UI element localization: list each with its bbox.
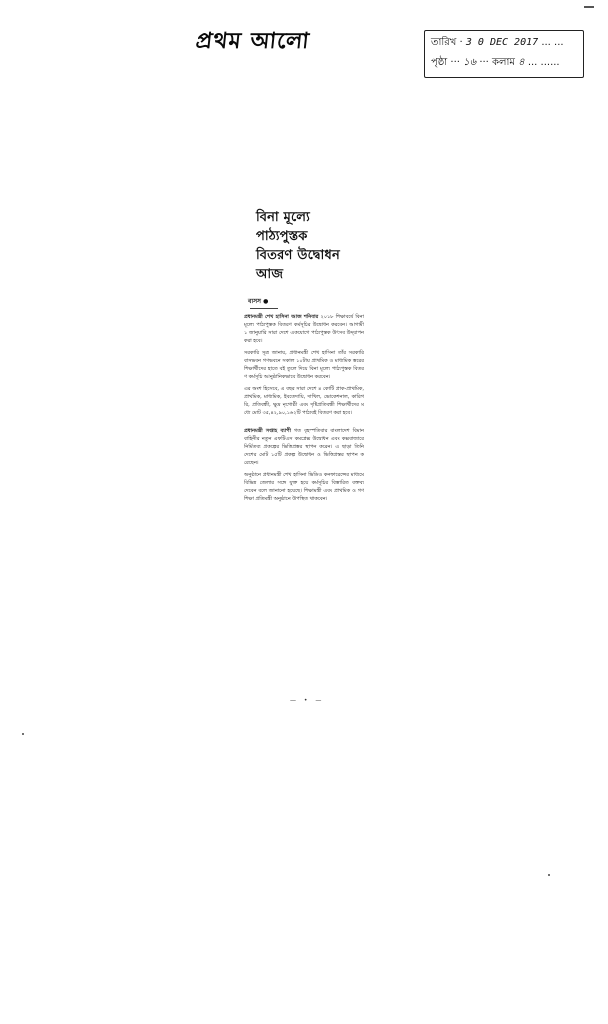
stamp-column-label: কলাম	[492, 57, 515, 68]
article-paragraph: অনুষ্ঠানে প্রধানমন্ত্রী শেখ হাসিনা ভিডিও কনফারেন্সের মাধ্যমে বিভিন্ন জেলার সঙ্গে যুক্ত হয়ে কর্মসূচির বিস্তারিত বক্তব্য দেবেন বলে জানানো হয়েছে। শিক্ষামন্ত্রী এবং প্রাথমিক ও গণশিক্ষা প্রতিমন্ত্রী অনুষ্ঠানে উপস্থিত থাকবেন।	[244, 472, 364, 502]
byline-divider	[250, 308, 278, 309]
corner-scan-mark	[584, 6, 594, 8]
stamp-page-label: পৃষ্ঠা	[431, 57, 448, 68]
article-paragraph: প্রধানমন্ত্রী সপ্তাহ ব্যাপী গত বৃহস্পতিবার বাংলাদেশ বিমানবাহিনীর নতুন এফটিএস কমপ্লেক্স উদ্বোধন এবং কক্সবাজারে নির্মিতব্য প্রকল্পের ভিত্তিপ্রস্তর স্থাপন করেন। এ ছাড়া তিনি দেশের মোট ১৫টি প্রকল্প উদ্বোধন ও ভিত্তিপ্রস্তর স্থাপন করেছেন।	[244, 428, 364, 466]
article-headline	[256, 208, 364, 284]
stamp-page-value: ১৬	[463, 57, 477, 68]
article-byline: বাসস ●	[248, 298, 269, 305]
stamp-date-value: 3 0 DEC 2017	[465, 37, 539, 48]
newspaper-masthead: প্রথম আলো	[194, 28, 312, 54]
scan-speck	[548, 874, 550, 876]
headline-line-1: বিনা মূল্যে পাঠ্যপুস্তক	[256, 210, 310, 244]
stamp-page-row: পৃষ্ঠা ··· ১৬ ··· কলাম ৪ ... ......	[431, 57, 560, 68]
stamp-column-value: ৪	[518, 57, 525, 68]
news-article-clipping	[244, 208, 364, 704]
article-paragraph: প্রধানমন্ত্রী শেখ হাসিনা আজ শনিবার ২০১৮ শিক্ষাবর্ষে বিনা মূল্যে পাঠ্যপুস্তক বিতরণ কর্মসূচির উদ্বোধন করবেন। আগামী ১ জানুয়ারি সারা দেশে একযোগে পাঠ্যপুস্তক উৎসব উদ্‌যাপন করা হবে।	[244, 314, 364, 344]
scan-speck	[22, 733, 24, 735]
article-paragraph: এর অংশ হিসেবে, এ বছর সারা দেশে ৪ কোটি প্রাক-প্রাথমিক, প্রাথমিক, মাধ্যমিক, ইবতেদায়ি, দাখিল, ভোকেশনাল, কারিগরি, প্রতিবন্ধী, ক্ষুদ্র নৃগোষ্ঠী এবং দৃষ্টিপ্রতিবন্ধী শিক্ষার্থীদের মধ্যে মোট ৩৫,৪২,৯০,১৬২টি পাঠ্যবই বিতরণ করা হবে।	[244, 386, 364, 416]
headline-line-2: বিতরণ উদ্বোধন আজ	[256, 248, 340, 282]
stamp-date-row: তারিখ · 3 0 DEC 2017 ... ...	[431, 37, 564, 48]
article-end-marks: — • —	[290, 697, 325, 704]
article-paragraph: সরকারি সূত্র জানায়, প্রধানমন্ত্রী শেখ হাসিনা তাঁর সরকারি বাসভবন গণভবনে সকাল ১০টায় প্রাথমিক ও মাধ্যমিক স্তরের শিক্ষার্থীদের হাতে বই তুলে দিয়ে বিনা মূল্যে পাঠ্যপুস্তক বিতরণ কর্মসূচি আনুষ্ঠানিকভাবে উদ্বোধন করবেন।	[244, 350, 364, 380]
stamp-date-label: তারিখ	[431, 37, 457, 48]
clipping-stamp	[424, 30, 584, 78]
